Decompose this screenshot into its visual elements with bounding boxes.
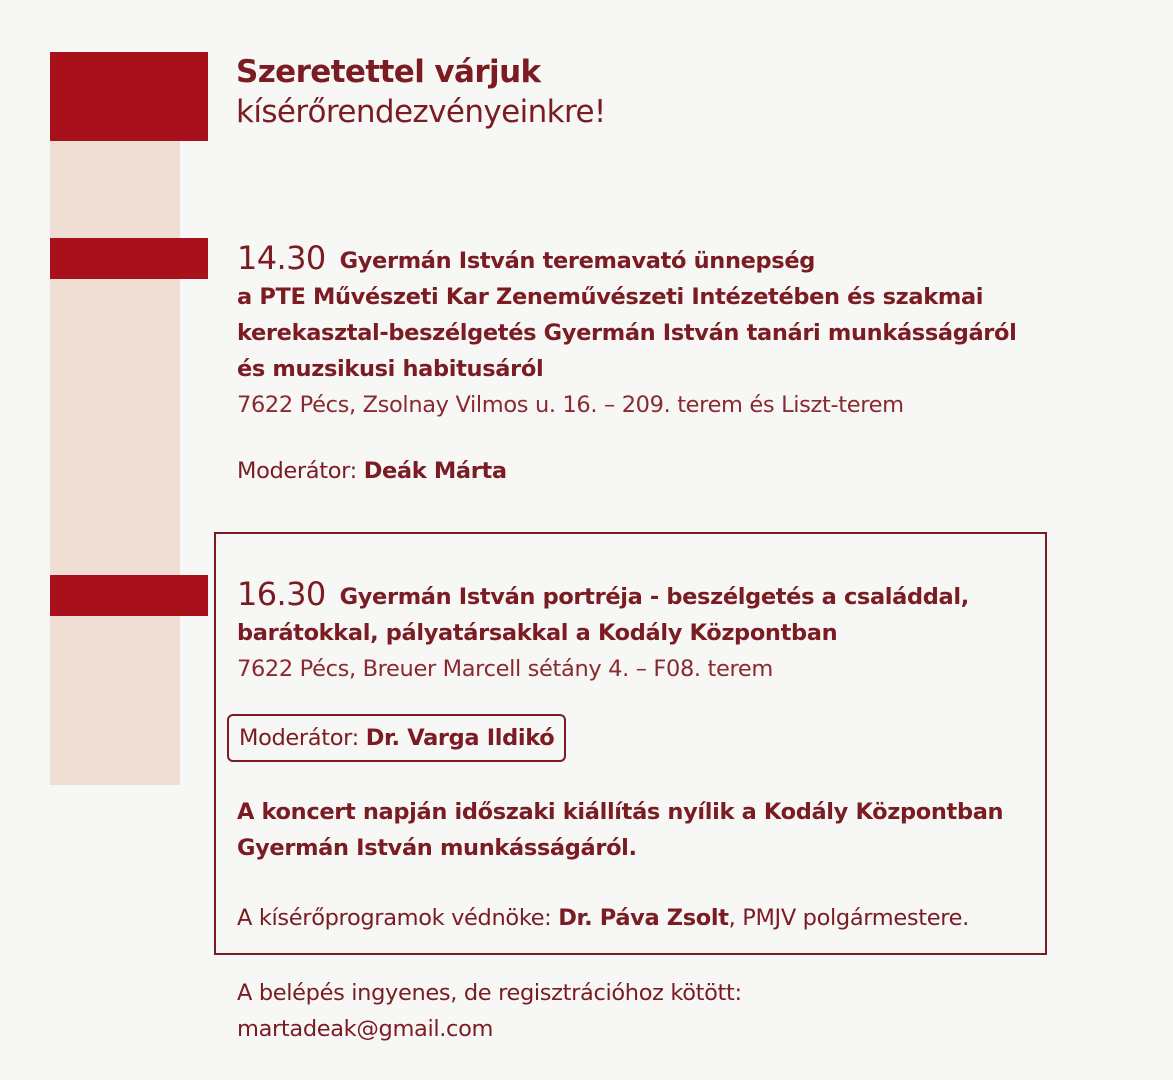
event1-moderator-name: Deák Márta: [363, 458, 507, 484]
event1-time: 14.30: [237, 239, 326, 277]
event2-title-line2: barátokkal, pályatársakkal a Kodály Központban: [237, 620, 838, 646]
decorative-side-strip: [50, 140, 180, 785]
event1-title-line2: a PTE Művészeti Kar Zeneművészeti Intézetében és szakmai: [237, 284, 984, 310]
event1-moderator-label: Moderátor:: [237, 458, 357, 484]
entry-email: martadeak@gmail.com: [237, 1016, 494, 1042]
event2-title-text: Gyermán István portréja - beszélgetés a családdal,: [339, 584, 969, 610]
heading-line2: kísérőrendezvényeinkre!: [236, 94, 606, 130]
event1-block: [237, 240, 1017, 423]
patron-line: [237, 900, 969, 936]
event1-address: 7622 Pécs, Zsolnay Vilmos u. 16. – 209. terem és Liszt-terem: [237, 392, 904, 418]
event1-title-line3: kerekasztal-beszélgetés Gyermán István tanári munkásságáról: [237, 320, 1017, 346]
event2-time: 16.30: [237, 575, 326, 613]
heading-accent-bar: [50, 52, 208, 141]
exhibit-note: [237, 794, 1003, 866]
exhibit-line1: A koncert napján időszaki kiállítás nyílik a Kodály Központban: [237, 799, 1004, 825]
event2-moderator-name: Dr. Varga Ildikó: [365, 725, 555, 751]
event1-title-line1: [237, 240, 1017, 279]
event1-moderator: [237, 458, 507, 484]
heading-line1: Szeretettel várjuk: [236, 54, 541, 90]
event1-title-line4: és muzsikusi habitusáról: [237, 356, 544, 382]
patron-title: , PMJV polgármestere.: [728, 905, 969, 931]
exhibit-line2: Gyermán István munkásságáról.: [237, 835, 637, 861]
event2-moderator-box: [227, 714, 566, 762]
patron-label: A kísérőprogramok védnöke:: [237, 905, 552, 931]
entry-text: A belépés ingyenes, de regisztrációhoz kötött:: [237, 980, 742, 1006]
page-heading: [236, 52, 606, 132]
event1-title-text: Gyermán István teremavató ünnepség: [339, 248, 815, 274]
event2-address: 7622 Pécs, Breuer Marcell sétány 4. – F08. terem: [237, 656, 773, 682]
entry-info: [237, 975, 742, 1047]
patron-name: Dr. Páva Zsolt: [558, 905, 729, 931]
event2-block: [237, 576, 969, 687]
event2-accent-bar: [50, 575, 208, 616]
event2-moderator-label: Moderátor:: [239, 725, 359, 751]
event1-accent-bar: [50, 238, 208, 279]
event2-title-line1: [237, 576, 969, 615]
